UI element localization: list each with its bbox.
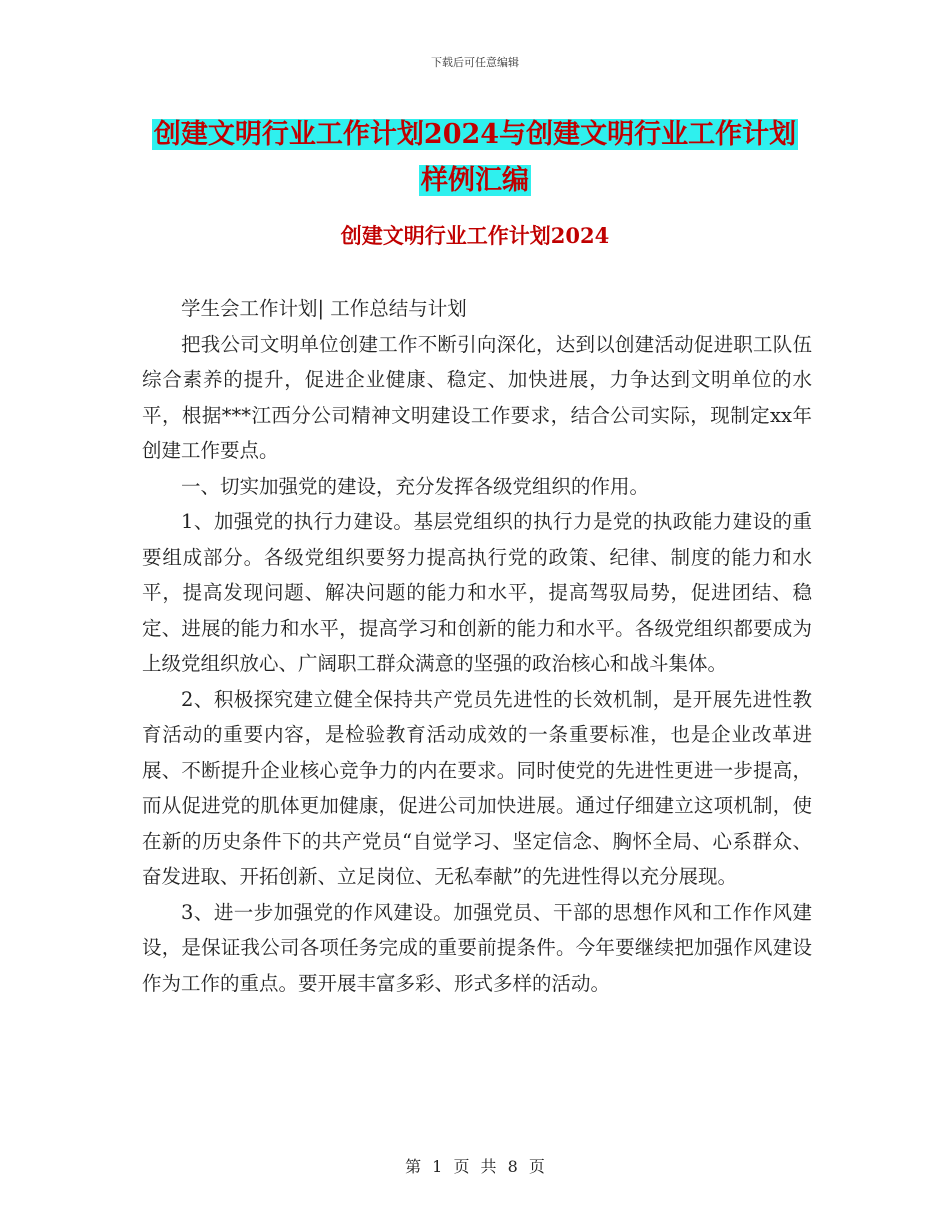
- body-text: [142, 291, 812, 1001]
- paragraph: 一、切实加强党的建设，充分发挥各级党组织的作用。: [181, 474, 650, 498]
- paragraph: 学生会工作计划| 工作总结与计划: [181, 297, 467, 320]
- paragraph: 1、加强党的执行力建设。基层党组织的执行力是党的执政能力建设的重要组成部分。各级党组织要努力提高执行党的政策、纪律、制度的能力和水平，提高发现问题、解决问题的能力和水平，提高驾驭局势，促进团结、稳定、进展的能力和水平，提高学习和创新的能力和水平。各级党组织都要成为上级党组织放心、广阔职工群众满意的坚强的政治核心和战斗集体。: [142, 510, 812, 675]
- page-footer: 第 1 页 共 8 页: [405, 1157, 545, 1176]
- paragraph: 把我公司文明单位创建工作不断引向深化，达到以创建活动促进职工队伍综合素养的提升，促进企业健康、稳定、加快进展，力争达到文明单位的水平，根据***江西分公司精神文明建设工作要求，结合公司实际，现制定xx年创建工作要点。: [142, 332, 812, 462]
- paragraph: 3、进一步加强党的作风建设。加强党员、干部的思想作风和工作作风建设，是保证我公司各项任务完成的重要前提条件。今年要继续把加强作风建设作为工作的重点。要开展丰富多彩、形式多样的活动。: [142, 900, 812, 995]
- section-title: 创建文明行业工作计划2024: [340, 223, 610, 248]
- paragraph: 2、积极探究建立健全保持共产党员先进性的长效机制，是开展先进性教育活动的重要内容，是检验教育活动成效的一条重要标准，也是企业改革进展、不断提升企业核心竞争力的内在要求。同时使党的先进性更进一步提高，而从促进党的肌体更加健康，促进公司加快进展。通过仔细建立这项机制，使在新的历史条件下的共产党员“自觉学习、坚定信念、胸怀全局、心系群众、奋发进取、开拓创新、立足岗位、无私奉献”的先进性得以充分展现。: [142, 687, 812, 888]
- header-note: 下载后可任意编辑: [431, 56, 519, 69]
- main-title-line1: 创建文明行业工作计划2024与创建文明行业工作计划: [153, 119, 797, 150]
- main-title: [0, 112, 950, 204]
- main-title-line2: 样例汇编: [421, 165, 529, 196]
